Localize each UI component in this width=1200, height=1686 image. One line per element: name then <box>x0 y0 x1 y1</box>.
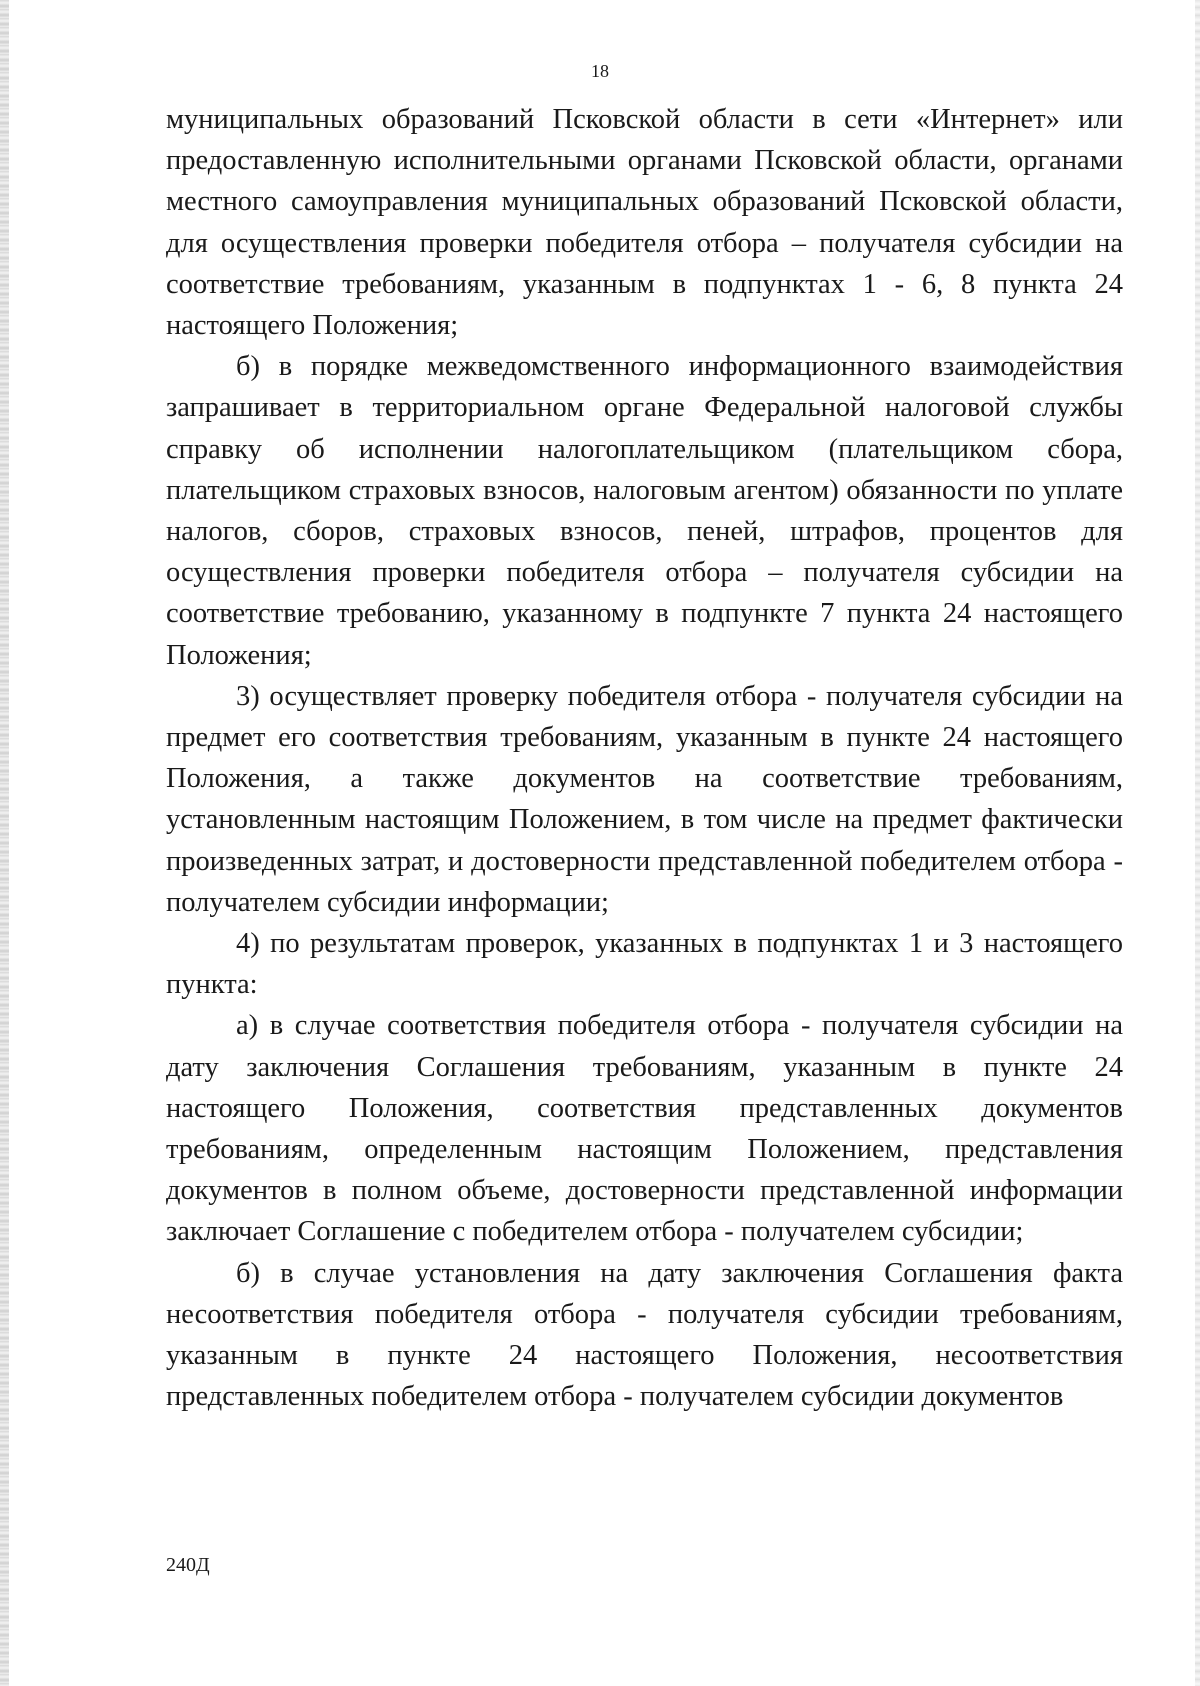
paragraph-continuation: муниципальных образований Псковской области в сети «Интернет» или предоставленную исполнительными органами Псковской области, органами местного самоуправления муниципальных образований Псковской области, для осуществления проверки победителя отбора – получателя субсидии на соответствие требованиям, указанным в подпунктах 1 - 6, 8 пункта 24 настоящего Положения; <box>166 104 1123 342</box>
paragraph-subitem-b-nonconformity: б) в случае установления на дату заключения Соглашения факта несоответствия победителя отбора - получателя субсидии требованиям, указанным в пункте 24 настоящего Положения, несоответствия представленных победителем отбора - получателем субсидии документов <box>166 1257 1123 1413</box>
paragraph-subitem-a-agreement: а) в случае соответствия победителя отбора - получателя субсидии на дату заключения Соглашения требованиям, указанным в пункте 24 настоящего Положения, соответствия представленных документов требованиям, определенным настоящим Положением, представления документов в полном объеме, достоверности представленной информации заключает Соглашение с победителем отбора - получателем субсидии; <box>166 1010 1123 1248</box>
scan-edge-left <box>0 0 9 1686</box>
paragraph-subitem-b-tax-request: б) в порядке межведомственного информационного взаимодействия запрашивает в территориальном органе Федеральной налоговой службы справку об исполнении налогоплательщиком (плательщиком сбора, плательщиком страховых взносов, налоговым агентом) обязанности по уплате налогов, сборов, страховых взносов, пеней, штрафов, процентов для осуществления проверки победителя отбора – получателя субсидии на соответствие требованию, указанному в подпункте 7 пункта 24 настоящего Положения; <box>166 351 1123 671</box>
paragraph-item-4-results: 4) по результатам проверок, указанных в подпунктах 1 и 3 настоящего пункта: <box>166 928 1123 1001</box>
scan-edge-right <box>1195 0 1200 1686</box>
paragraph-item-3-verification: 3) осуществляет проверку победителя отбора - получателя субсидии на предмет его соответствия требованиям, указанным в пункте 24 настоящего Положения, а также документов на соответствие требованиям, установленным настоящим Положением, в том числе на предмет фактически произведенных затрат, и достоверности представленной победителем отбора - получателем субсидии информации; <box>166 680 1123 918</box>
document-body <box>166 99 1123 1418</box>
footer-document-code: 240Д <box>166 1554 210 1576</box>
page-number: 18 <box>591 61 609 81</box>
